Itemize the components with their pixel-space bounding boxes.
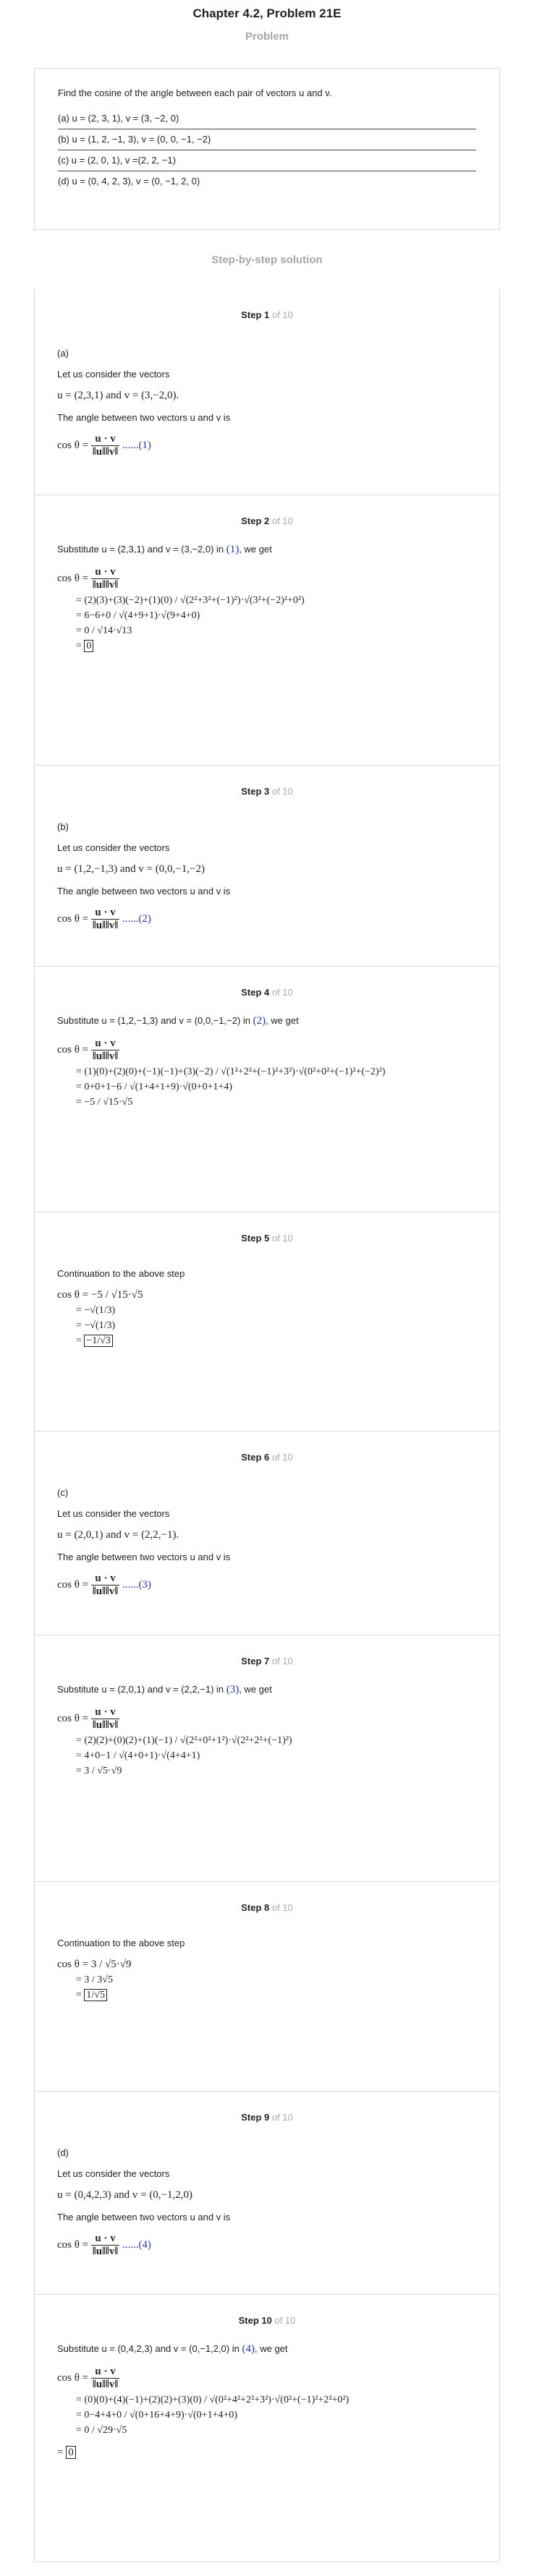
- step-heading: Step 7 of 10: [241, 1656, 293, 1666]
- vector-definition: u = (0,4,2,3) and v = (0,−1,2,0): [57, 2189, 193, 2201]
- cosine-formula: cos θ = $\frac{u \cdot v}{‖u‖‖v‖}$: [57, 1037, 119, 1062]
- cosine-formula: cos θ = $\frac{u \cdot v}{‖u‖‖v‖}$: [57, 2366, 119, 2390]
- step-heading: Step 3 of 10: [241, 786, 293, 797]
- part-label: (b): [57, 821, 69, 832]
- step-heading: Step 8 of 10: [241, 1902, 293, 1913]
- angle-text: The angle between two vectors u and v is: [57, 886, 231, 897]
- problem-card: [34, 68, 500, 230]
- derivation-row: = 3 / 3√5: [76, 1974, 113, 1985]
- derivation-row: = 0+0+1−6 / √(1+4+1+9)·√(0+0+1+4): [76, 1082, 233, 1092]
- substitute-text: Substitute u = (2,3,1) and v = (3,−2,0) in (1), we get: [57, 544, 272, 555]
- step-card-10: [34, 2295, 500, 2562]
- derivation-row: = (2)(3)+(3)(−2)+(1)(0) / √(2²+3²+(−1)²)·√(3²+(−2)²+0²): [76, 595, 305, 606]
- result-row: = 1/√5: [57, 1990, 477, 2001]
- substitute-text: Substitute u = (2,0,1) and v = (2,2,−1) in (3), we get: [57, 1684, 272, 1695]
- step-card-1: [34, 289, 500, 495]
- step-heading: Step 10 of 10: [238, 2315, 296, 2326]
- derivation-row: = 6−6+0 / √(4+9+1)·√(9+4+0): [76, 610, 200, 621]
- problem-intro: Find the cosine of the angle between each pair of vectors u and v.: [58, 87, 332, 98]
- step-card-2: [34, 495, 500, 766]
- derivation-row: = (2)(2)+(0)(2)+(1)(−1) / √(2²+0²+1²)·√(2²+2²+(−1)²): [76, 1735, 292, 1746]
- page-title: Chapter 4.2, Problem 21E: [192, 7, 342, 20]
- cosine-formula: cos θ = $\frac{u \cdot v}{‖u‖‖v‖}$ ......(1): [57, 433, 151, 458]
- substitute-text: Substitute u = (1,2,−1,3) and v = (0,0,−1,−2) in (2), we get: [57, 1015, 299, 1027]
- vector-definition: u = (2,0,1) and v = (2,2,−1).: [57, 1529, 179, 1541]
- problem-part-c: (c) u = (2, 0, 1), v =(2, 2, −1): [58, 150, 476, 171]
- cosine-formula: cos θ = $\frac{u \cdot v}{‖u‖‖v‖}$ ......(3): [57, 1572, 151, 1597]
- part-label: (a): [57, 348, 69, 359]
- problem-heading: Problem: [245, 30, 289, 43]
- step-card-8: [34, 1882, 500, 2092]
- cosine-formula: cos θ = $\frac{u \cdot v}{‖u‖‖v‖}$: [57, 1706, 119, 1731]
- result-row: = 0: [57, 641, 477, 652]
- vector-definition: u = (1,2,−1,3) and v = (0,0,−1,−2): [57, 863, 205, 875]
- derivation-row: = 0−4+4+0 / √(0+16+4+9)·√(0+1+4+0): [76, 2410, 238, 2421]
- continuation-text: Continuation to the above step: [57, 1268, 185, 1279]
- derivation-row: = 0 / √29·√5: [76, 2425, 127, 2436]
- part-label: (c): [57, 1487, 69, 1498]
- part-label: (d): [57, 2147, 69, 2158]
- cosine-formula: cos θ = $\frac{u \cdot v}{‖u‖‖v‖}$ ......(4): [57, 2233, 151, 2257]
- result-row: = 0: [57, 2447, 477, 2459]
- continuation-text: Continuation to the above step: [57, 1938, 185, 1948]
- consider-text: Let us consider the vectors: [57, 369, 170, 380]
- step-heading: Step 1 of 10: [241, 309, 293, 320]
- consider-text: Let us consider the vectors: [57, 842, 170, 853]
- vector-definition: u = (2,3,1) and v = (3,−2,0).: [57, 390, 179, 401]
- equation-ref: ......(3): [122, 1578, 151, 1591]
- cosine-formula: cos θ = $\frac{u \cdot v}{‖u‖‖v‖}$ ......(2): [57, 907, 151, 931]
- problem-part-b: (b) u = (1, 2, −1, 3), v = (0, 0, −1, −2): [58, 129, 476, 150]
- step-heading: Step 4 of 10: [241, 987, 293, 998]
- equation-ref: ......(2): [122, 912, 151, 925]
- step-card-6: [34, 1432, 500, 1635]
- result-row: = −1/√3: [57, 1335, 477, 1347]
- step-card-3: [34, 766, 500, 967]
- step-heading: Step 6 of 10: [241, 1452, 293, 1463]
- step-card-7: [34, 1635, 500, 1882]
- angle-text: The angle between two vectors u and v is: [57, 2212, 231, 2222]
- substitute-text: Substitute u = (0,4,2,3) and v = (0,−1,2,0) in (4), we get: [57, 2343, 288, 2355]
- cosine-formula: cos θ = $\frac{u \cdot v}{‖u‖‖v‖}$: [57, 566, 119, 591]
- derivation-row: cos θ = 3 / √5·√9: [57, 1959, 132, 1970]
- step-card-9: [34, 2092, 500, 2295]
- step-heading: Step 9 of 10: [241, 2112, 293, 2123]
- problem-part-d: (d) u = (0, 4, 2, 3), v = (0, −1, 2, 0): [58, 176, 200, 187]
- consider-text: Let us consider the vectors: [57, 1508, 170, 1519]
- derivation-row: = 4+0−1 / √(4+0+1)·√(4+4+1): [76, 1750, 200, 1761]
- step-card-4: [34, 967, 500, 1212]
- derivation-row: = −5 / √15·√5: [76, 1097, 133, 1108]
- derivation-row: = 3 / √5·√9: [76, 1766, 122, 1776]
- solution-heading: Step-by-step solution: [211, 254, 323, 266]
- derivation-row: cos θ = −5 / √15·√5: [57, 1289, 143, 1301]
- derivation-row: = (0)(0)+(4)(−1)+(2)(2)+(3)(0) / √(0²+4²+2²+3²)·√(0²+(−1)²+2²+0²): [76, 2395, 349, 2405]
- equation-ref: ......(1): [122, 439, 151, 451]
- step-heading: Step 5 of 10: [241, 1233, 293, 1244]
- problem-part-a: (a) u = (2, 3, 1), v = (3, −2, 0): [58, 108, 476, 129]
- angle-text: The angle between two vectors u and v is: [57, 1552, 231, 1562]
- consider-text: Let us consider the vectors: [57, 2168, 170, 2179]
- derivation-row: = −√(1/3): [76, 1305, 116, 1316]
- equation-ref: ......(4): [122, 2238, 151, 2251]
- angle-text: The angle between two vectors u and v is: [57, 412, 231, 423]
- step-card-5: [34, 1212, 500, 1432]
- derivation-row: = (1)(0)+(2)(0)+(−1)(−1)+(3)(−2) / √(1²+2²+(−1)²+3²)·√(0²+0²+(−1)²+(−2)²): [76, 1066, 386, 1077]
- derivation-row: = −√(1/3): [76, 1320, 116, 1331]
- step-heading: Step 2 of 10: [241, 515, 293, 526]
- derivation-row: = 0 / √14·√13: [76, 625, 132, 636]
